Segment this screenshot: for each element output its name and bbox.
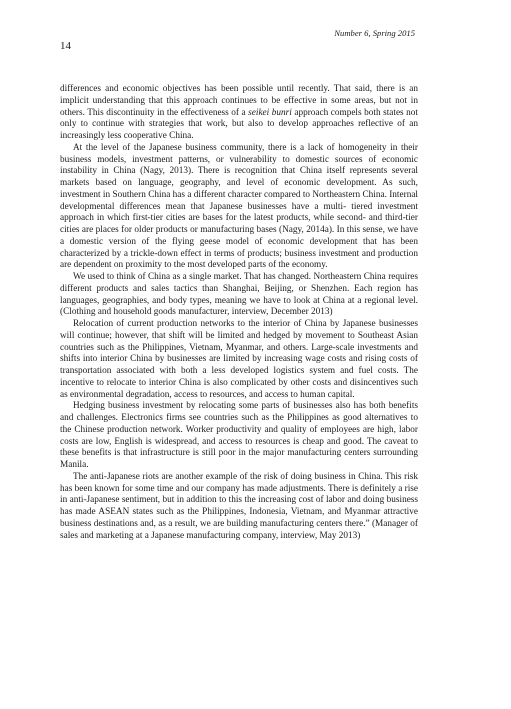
page-number: 14 [60, 40, 71, 52]
paragraph-text-after-emphasis: approach compels both states not only to continue with strategies that work, but also to develop approaches reflective of an increasingly less cooperative China. [60, 107, 419, 141]
paragraph-continuation [60, 84, 418, 143]
paragraph-business-community: At the level of the Japanese business community, there is a lack of homogeneity in their business models, investment patterns, or vulnerability to domestic sources of economic instability in China (Nagy, 2013). There is recognition that China itself represents several markets based on language, geography, and level of economic development. As such, investment in Southern China has a different character compared to Northeastern China. Internal developmental differences mean that Japanese businesses have a multi- tiered investment approach in which first-tier cities are bases for the latest products, while second- and third-tier cities are places for older products or manufacturing bases (Nagy, 2014a). In this sense, we have a domestic version of the flying geese model of economic development that has been characterized by a trickle-down effect in terms of products; business investment and production are dependent on proximity to the most developed parts of the economy. [60, 142, 418, 271]
emphasis-term: seikei bunri [248, 107, 292, 118]
interview-quote-clothing-manufacturer: We used to think of China as a single market. That has changed. Northeastern China requires different products and sales tactics than Shanghai, Beijing, or Shenzhen. Each region has languages, geographies, and body types, meaning we have to look at China at a regional level. (Clothing and household goods manufacturer, interview, December 2013) [60, 272, 418, 318]
body-text [60, 84, 418, 542]
paragraph-relocation: Relocation of current production networks to the interior of China by Japanese businesses will continue; however, that shift will be limited and hedged by movement to Southeast Asian countries such as the Philippines, Vietnam, Myanmar, and others. Large-scale investments and shifts into interior China by businesses are limited by increasing wage costs and rising costs of transportation associated with both a less developed logistics system and fuel costs. The incentive to relocate to interior China is also complicated by other costs and disincentives such as environmental degradation, access to resources, and access to human capital. [60, 319, 418, 400]
paragraph-text-before-emphasis: differences and economic objectives has been possible until recently. That said, there is an implicit understanding that this approach continues to be effective in some areas, but not in others. This discontinuity in the effectiveness of a [60, 84, 418, 118]
interview-quote-sales-manager: The anti-Japanese riots are another example of the risk of doing business in China. This risk has been known for some time and our company has made adjustments. There is definitely a rise in anti-Japanese sentiment, but in addition to this the increasing cost of labor and doing business has made ASEAN states such as the Philippines, Indonesia, Vietnam, and Myanmar attractive business destinations and, as a result, we are building manufacturing centers there.” (Manager of sales and marketing at a Japanese manufacturing company, interview, May 2013) [60, 471, 418, 541]
running-head: Number 6, Spring 2015 [334, 28, 415, 38]
paragraph-hedging: Hedging business investment by relocating some parts of businesses also has both benefits and challenges. Electronics firms see countries such as the Philippines as good alternatives to the Chinese production network. Worker productivity and quality of employees are high, labor costs are low, English is widespread, and access to resources is cheap and good. The caveat to these benefits is that infrastructure is still poor in the major manufacturing centers surrounding Manila. [60, 401, 418, 470]
